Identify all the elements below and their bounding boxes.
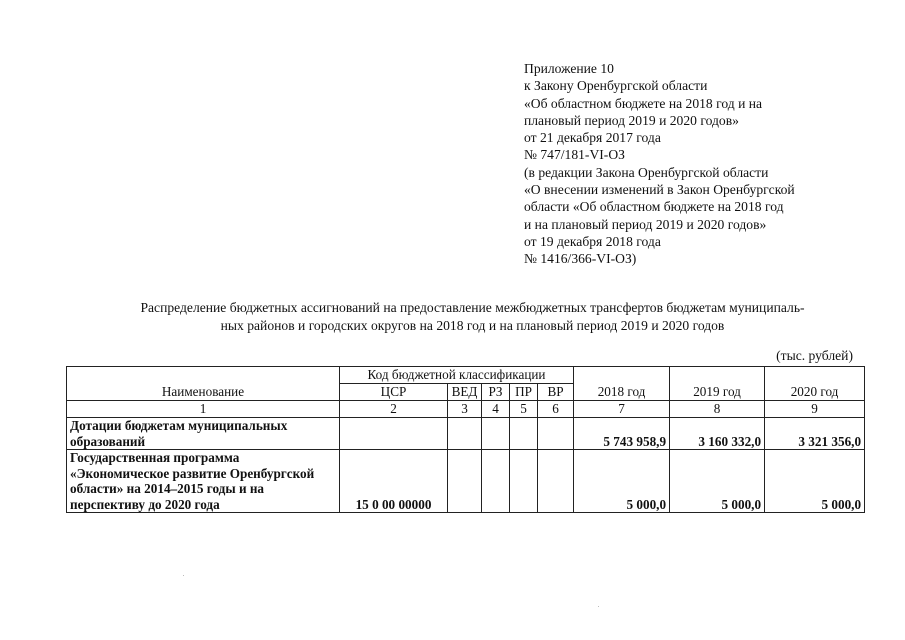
column-number: 9	[765, 401, 865, 418]
appendix-line: «Об областном бюджете на 2018 год и на	[524, 95, 763, 111]
column-number: 1	[67, 401, 340, 418]
header-2020: 2020 год	[765, 367, 865, 401]
row-pr	[510, 418, 538, 450]
row-ved	[448, 450, 482, 513]
budget-table	[66, 366, 865, 513]
heading-line-1: Распределение бюджетных ассигнований на предоставление межбюджетных трансфертов бюджетам муниципаль-	[140, 300, 805, 315]
column-number: 5	[510, 401, 538, 418]
row-value-2018: 5 743 958,9	[574, 418, 670, 450]
header-2018: 2018 год	[574, 367, 670, 401]
row-vr	[538, 450, 574, 513]
units-label: (тыс. рублей)	[776, 348, 853, 363]
scan-speck	[183, 575, 184, 576]
appendix-line: от 19 декабря 2018 года	[524, 233, 661, 249]
appendix-line: № 747/181-VI-ОЗ	[524, 147, 625, 163]
column-number: 3	[448, 401, 482, 418]
row-rz	[482, 418, 510, 450]
appendix-line: плановый период 2019 и 2020 годов»	[524, 112, 739, 128]
header-pr: ПР	[510, 384, 538, 401]
table-row	[67, 418, 865, 450]
row-value-2019: 5 000,0	[670, 450, 765, 513]
row-pr	[510, 450, 538, 513]
header-2019: 2019 год	[670, 367, 765, 401]
appendix-line: от 21 декабря 2017 года	[524, 130, 661, 146]
appendix-line: к Закону Оренбургской области	[524, 78, 708, 94]
header-ved: ВЕД	[448, 384, 482, 401]
row-value-2019: 3 160 332,0	[670, 418, 765, 450]
header-csr: ЦСР	[340, 384, 448, 401]
appendix-line: Приложение 10	[524, 61, 614, 76]
row-ved	[448, 418, 482, 450]
header-rz: РЗ	[482, 384, 510, 401]
document-heading	[60, 299, 885, 334]
header-name: Наименование	[67, 367, 340, 401]
row-value-2020: 3 321 356,0	[765, 418, 865, 450]
appendix-line: и на плановый период 2019 и 2020 годов»	[524, 216, 767, 232]
row-name: Государственная программа «Экономическое развитие Оренбургской области» на 2014–2015 годы и на перспективу до 2020 года	[67, 450, 340, 513]
row-csr: 15 0 00 00000	[340, 450, 448, 513]
row-value-2018: 5 000,0	[574, 450, 670, 513]
column-number: 2	[340, 401, 448, 418]
table-row	[67, 450, 865, 513]
appendix-line: «О внесении изменений в Закон Оренбургской	[524, 182, 795, 198]
table-header-row	[67, 367, 865, 384]
header-vr: ВР	[538, 384, 574, 401]
header-classification: Код бюджетной классификации	[340, 367, 574, 384]
row-name: Дотации бюджетам муниципальных образований	[67, 418, 340, 450]
heading-line-2: ных районов и городских округов на 2018 год и на плановый период 2019 и 2020 годов	[220, 317, 725, 333]
row-csr	[340, 418, 448, 450]
column-number: 6	[538, 401, 574, 418]
column-number: 7	[574, 401, 670, 418]
row-vr	[538, 418, 574, 450]
appendix-reference	[524, 60, 795, 268]
column-number: 8	[670, 401, 765, 418]
scan-speck	[598, 606, 599, 607]
appendix-line: области «Об областном бюджете на 2018 год	[524, 199, 784, 215]
column-number-row	[67, 401, 865, 418]
row-value-2020: 5 000,0	[765, 450, 865, 513]
column-number: 4	[482, 401, 510, 418]
appendix-line: № 1416/366-VI-ОЗ)	[524, 251, 637, 267]
row-rz	[482, 450, 510, 513]
appendix-line: (в редакции Закона Оренбургской области	[524, 164, 769, 180]
